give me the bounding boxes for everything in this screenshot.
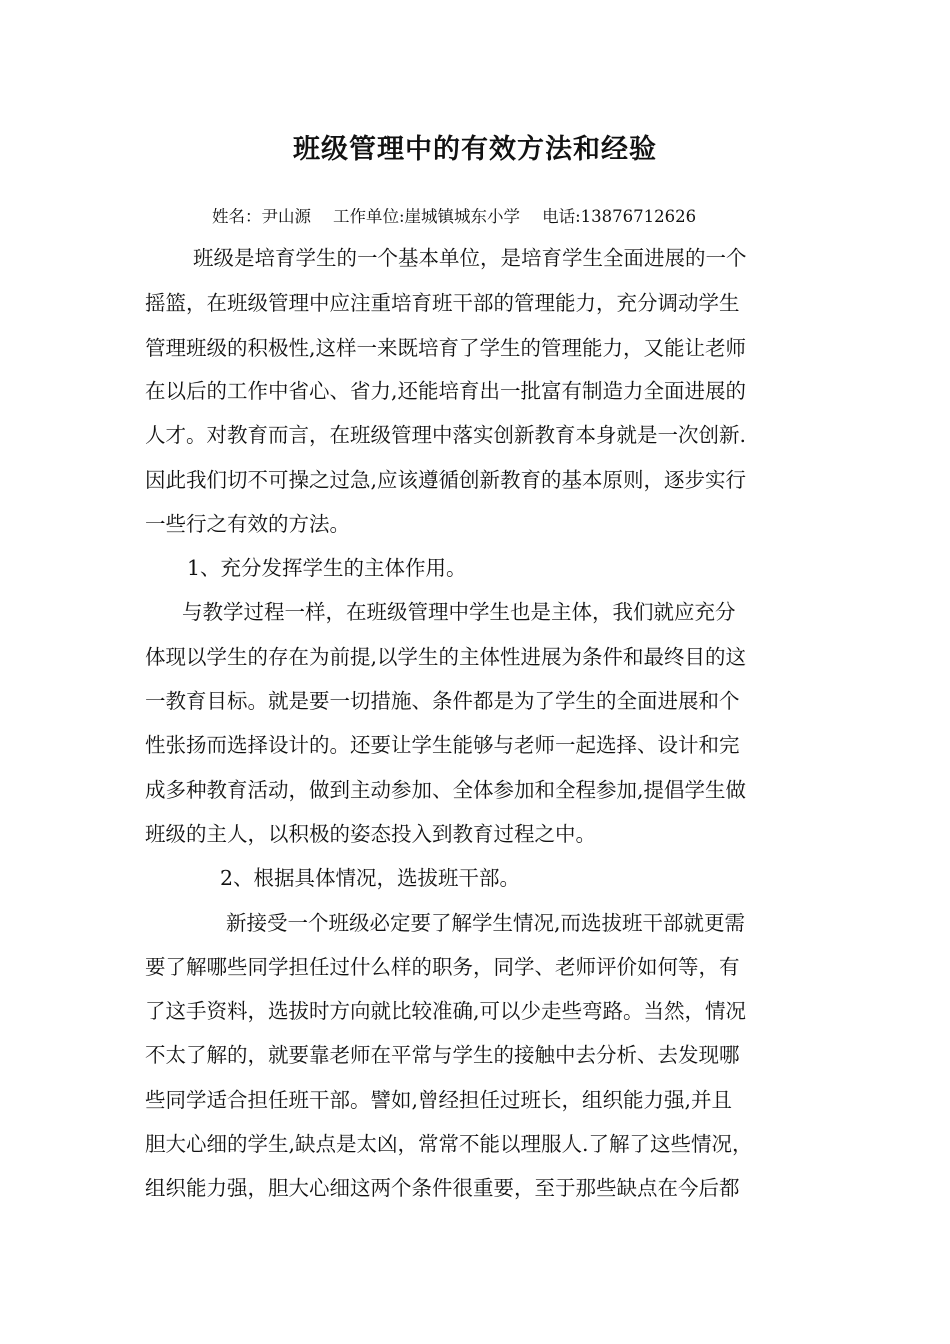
text-line: 些同学适合担任班干部。譬如,曾经担任过班长，组织能力强,并且 bbox=[145, 1088, 733, 1112]
text-line: 了这手资料，选拔时方向就比较准确,可以少走些弯路。当然，情况 bbox=[145, 999, 747, 1023]
text-line: 人才。对教育而言，在班级管理中落实创新教育本身就是一次创新. bbox=[145, 423, 747, 447]
author-name: 姓名：尹山源 bbox=[212, 207, 311, 226]
text-line: 摇篮，在班级管理中应注重培育班干部的管理能力，充分调动学生 bbox=[145, 291, 740, 315]
text-line: 成多种教育活动，做到主动参加、全体参加和全程参加,提倡学生做 bbox=[145, 778, 747, 802]
text-line: 与教学过程一样，在班级管理中学生也是主体，我们就应充分 bbox=[182, 600, 736, 624]
document-title: 班级管理中的有效方法和经验 bbox=[293, 134, 657, 165]
text-line: 一些行之有效的方法。 bbox=[145, 512, 350, 536]
section-heading: 1、充分发挥学生的主体作用。 bbox=[187, 556, 467, 580]
text-line: 体现以学生的存在为前提,以学生的主体性进展为条件和最终目的这 bbox=[145, 645, 747, 669]
text-line: 胆大心细的学生,缺点是太凶，常常不能以理服人.了解了这些情况， bbox=[145, 1132, 753, 1156]
text-line: 管理班级的积极性,这样一来既培育了学生的管理能力，又能让老师 bbox=[145, 336, 747, 360]
text-line: 新接受一个班级必定要了解学生情况,而选拔班干部就更需 bbox=[226, 911, 746, 935]
text-line: 性张扬而选择设计的。还要让学生能够与老师一起选择、设计和完 bbox=[145, 733, 740, 757]
author-byline bbox=[212, 205, 718, 229]
text-line: 在以后的工作中省心、省力,还能培育出一批富有制造力全面进展的 bbox=[145, 379, 747, 403]
text-line: 班级的主人，以积极的姿态投入到教育过程之中。 bbox=[145, 822, 596, 846]
text-line: 要了解哪些同学担任过什么样的职务，同学、老师评价如何等，有 bbox=[145, 955, 740, 979]
text-line: 因此我们切不可操之过急,应该遵循创新教育的基本原则，逐步实行 bbox=[145, 468, 747, 492]
author-unit: 工作单位:崖城镇城东小学 bbox=[333, 207, 521, 226]
text-line: 组织能力强，胆大心细这两个条件很重要，至于那些缺点在今后都 bbox=[145, 1176, 740, 1200]
text-line: 一教育目标。就是要一切措施、条件都是为了学生的全面进展和个 bbox=[145, 689, 740, 713]
author-phone: 电话:13876712626 bbox=[542, 207, 697, 226]
text-line: 不太了解的，就要靠老师在平常与学生的接触中去分析、去发现哪 bbox=[145, 1043, 740, 1067]
section-heading: 2、根据具体情况，选拔班干部。 bbox=[220, 866, 521, 890]
text-line: 班级是培育学生的一个基本单位，是培育学生全面进展的一个 bbox=[193, 246, 747, 270]
